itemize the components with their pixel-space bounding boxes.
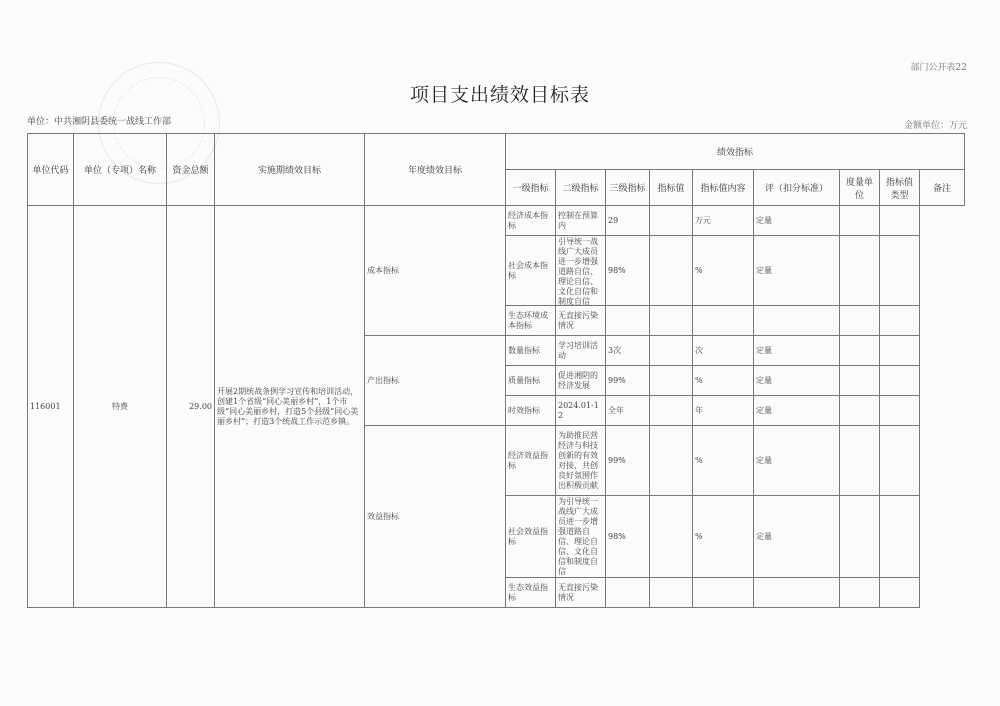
level1-cell-text: 效益指标 [367,511,399,521]
reporting-unit: 单位：中共湘阴县委统一战线工作部 [27,117,172,127]
unit-name-cell-text: 特费 [112,401,128,411]
level2-cell-text: 质量指标 [508,375,540,385]
value-content-cell [650,396,693,426]
scoring-cell [693,336,754,366]
remark-cell [880,336,920,366]
scoring-cell [693,206,754,236]
measure-unit-cell-text: 定量 [756,405,772,415]
remark-cell [880,496,920,578]
remark-cell [880,236,920,306]
value-cell-text: 98% [608,265,626,275]
header-indicators: 绩效指标 [506,134,965,170]
scoring-cell-text: 万元 [695,215,711,225]
impl-goal-cell-text: 开展2期统战条例学习宣传和培训活动，创建1个省级“同心美丽乡村”，1个市级“同心美丽乡村，打造5个县级“同心美丽乡村”；打造3个统战工作示范乡镇。 [217,386,359,426]
measure-unit-cell-text: 定量 [756,265,772,275]
level3-cell-text: 引导统一战线广大成员进一步增强道路自信、理论自信、文化自信和制度自信 [558,236,598,305]
table-body [28,206,965,608]
level1-cell [365,426,506,608]
value-type-cell [840,236,880,306]
measure-unit-cell [754,366,840,396]
level3-cell [556,336,606,366]
scoring-cell-text: 次 [695,345,703,355]
scoring-cell-text: % [695,265,703,275]
performance-target-table [27,133,965,608]
value-cell-text: 99% [608,375,626,385]
header-remark: 备注 [920,170,965,206]
total-funds-cell-text: 29.00 [189,401,212,411]
value-cell [606,396,650,426]
level2-cell [506,306,556,336]
unit-name-cell [74,206,167,608]
value-cell [606,366,650,396]
measure-unit-cell-text: 定量 [756,531,772,541]
remark-cell [880,306,920,336]
level2-cell-text: 生态环境成本指标 [508,310,548,330]
value-content-cell [650,496,693,578]
measure-unit-cell [754,206,840,236]
scoring-cell [693,426,754,496]
value-content-cell [650,236,693,306]
measure-unit-cell [754,306,840,336]
header-value-type: 指标值类型 [880,170,920,206]
scoring-cell [693,366,754,396]
remark-cell [880,366,920,396]
level3-cell-text: 控制在预算内 [558,210,598,230]
scoring-cell-text: 年 [695,405,703,415]
value-content-cell [650,366,693,396]
header-scoring: 评（扣分标准） [754,170,840,206]
level2-cell [506,336,556,366]
measure-unit-cell-text: 定量 [756,345,772,355]
level2-cell [506,496,556,578]
measure-unit-cell [754,236,840,306]
scoring-cell [693,236,754,306]
form-code: 部门公开表22 [910,63,967,73]
measure-unit-cell-text: 定量 [756,455,772,465]
header-level2: 二级指标 [556,170,606,206]
measure-unit-cell [754,336,840,366]
header-unit-name: 单位（专项）名称 [74,134,167,206]
level2-cell-text: 社会效益指标 [508,526,548,546]
level3-cell-text: 为助推民营经济与科技创新的有效对接，共创良好氛围作出积极贡献 [558,430,598,490]
header-impl-goal: 实施期绩效目标 [215,134,365,206]
value-type-cell [840,306,880,336]
value-type-cell [840,206,880,236]
level1-cell-text: 成本指标 [367,265,399,275]
scoring-cell-text: % [695,455,703,465]
level1-cell-text: 产出指标 [367,375,399,385]
header-level3: 三级指标 [606,170,650,206]
amount-unit: 金额单位：万元 [903,121,967,131]
level3-cell-text: 2024.01-12 [558,400,599,420]
scoring-cell-text: % [695,531,703,541]
level2-cell-text: 社会成本指标 [508,260,548,280]
level2-cell-text: 时效指标 [508,405,540,415]
level2-cell [506,236,556,306]
measure-unit-cell [754,426,840,496]
remark-cell [880,396,920,426]
scoring-cell-text: % [695,375,703,385]
header-value: 指标值 [650,170,693,206]
value-type-cell [840,426,880,496]
value-content-cell [650,426,693,496]
level3-cell [556,236,606,306]
value-content-cell [650,336,693,366]
measure-unit-cell [754,496,840,578]
level3-cell [556,366,606,396]
impl-goal-cell [215,206,365,608]
value-cell-text: 全年 [608,405,624,415]
total-funds-cell [167,206,215,608]
header-total-funds: 资金总额 [167,134,215,206]
level3-cell [556,426,606,496]
value-cell [606,426,650,496]
unit-code-cell [28,206,74,608]
level3-cell-text: 无直接污染情况 [558,582,598,602]
level2-cell [506,426,556,496]
value-content-cell [650,306,693,336]
level3-cell [556,578,606,608]
header-annual-goal: 年度绩效目标 [365,134,506,206]
header-unit-code: 单位代码 [28,134,74,206]
value-cell [606,206,650,236]
value-cell-text: 29 [608,215,619,225]
level3-cell-text: 促进湘阴的经济发展 [558,370,598,390]
remark-cell [880,578,920,608]
level3-cell [556,396,606,426]
level2-cell [506,206,556,236]
value-cell [606,336,650,366]
table-row [28,206,965,236]
measure-unit-cell [754,396,840,426]
value-cell-text: 3次 [608,345,622,355]
header-value-content: 指标值内容 [693,170,754,206]
level3-cell [556,306,606,336]
level2-cell-text: 经济效益指标 [508,450,548,470]
value-cell [606,496,650,578]
level2-cell [506,366,556,396]
level3-cell-text: 无直接污染情况 [558,310,598,330]
level2-cell-text: 生态效益指标 [508,582,548,602]
value-type-cell [840,366,880,396]
scoring-cell [693,578,754,608]
level2-cell-text: 数量指标 [508,345,540,355]
header-level1: 一级指标 [506,170,556,206]
measure-unit-cell-text: 定量 [756,215,772,225]
scoring-cell [693,306,754,336]
remark-cell [880,206,920,236]
value-cell-text: 99% [608,455,626,465]
value-type-cell [840,336,880,366]
value-cell [606,578,650,608]
measure-unit-cell-text: 定量 [756,375,772,385]
value-cell [606,306,650,336]
level3-cell [556,496,606,578]
page-title: 项目支出绩效目标表 [409,84,590,106]
value-type-cell [840,578,880,608]
value-cell [606,236,650,306]
remark-cell [880,426,920,496]
level3-cell-text: 学习培训活动 [558,340,598,360]
value-cell-text: 98% [608,531,626,541]
level1-cell [365,336,506,426]
level1-cell [365,206,506,336]
level3-cell [556,206,606,236]
value-type-cell [840,496,880,578]
scoring-cell [693,396,754,426]
level2-cell-text: 经济成本指标 [508,210,548,230]
unit-code-cell-text: 116001 [30,401,61,411]
level3-cell-text: 为引导统一战线广大成员进一步增强道路自信、理论自信、文化自信和制度自信 [558,496,598,576]
value-content-cell [650,206,693,236]
value-type-cell [840,396,880,426]
scoring-cell [693,496,754,578]
level2-cell [506,578,556,608]
level2-cell [506,396,556,426]
value-content-cell [650,578,693,608]
header-measure-unit: 度量单位 [840,170,880,206]
measure-unit-cell [754,578,840,608]
